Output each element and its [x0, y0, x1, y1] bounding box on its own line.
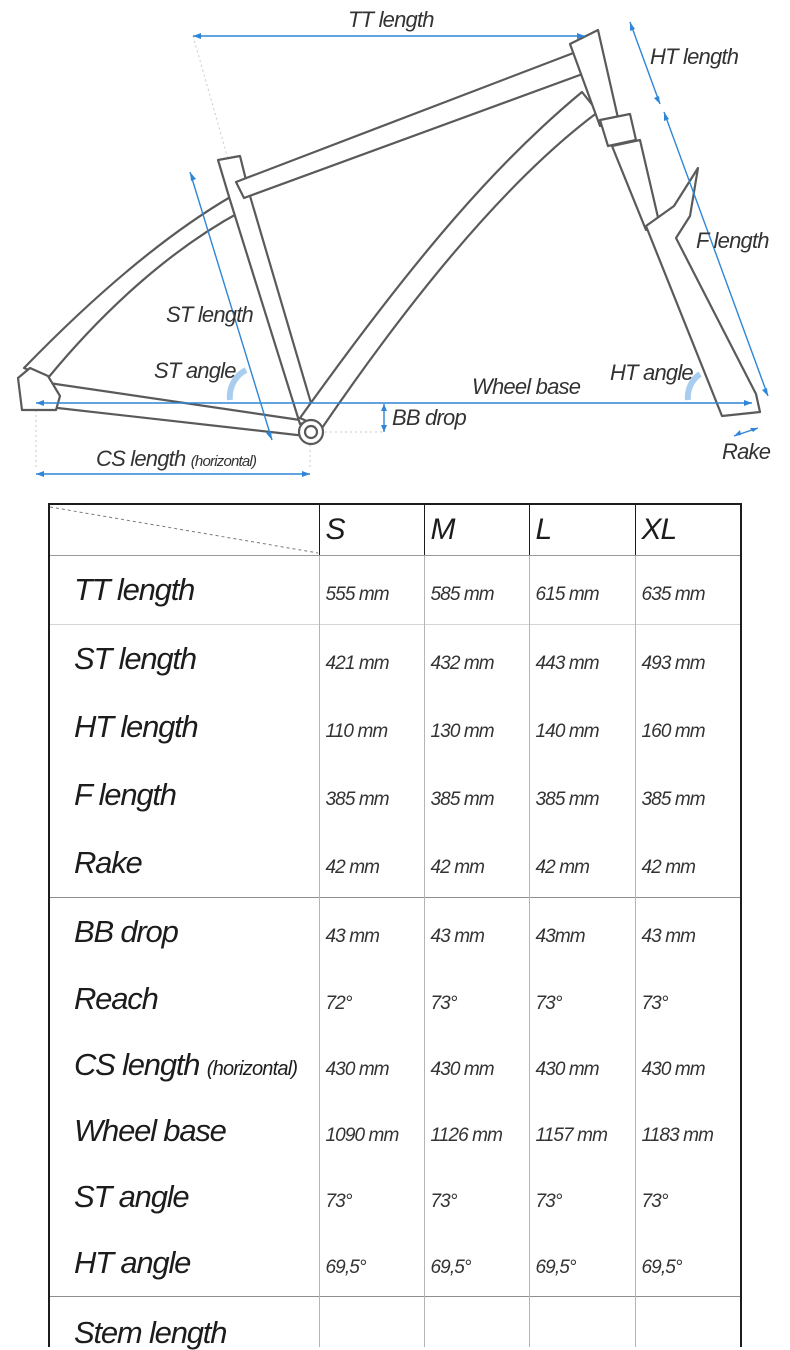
chain-stay	[40, 382, 306, 436]
table-cell: 635 mm	[635, 556, 741, 625]
table-cell: 1157 mm	[529, 1098, 635, 1164]
table-cell	[319, 1297, 424, 1348]
table-cell: 555 mm	[319, 556, 424, 625]
table-cell: 430 mm	[319, 1032, 424, 1098]
row-name: Stem length	[49, 1297, 319, 1348]
table-cell: 110 mm	[319, 693, 424, 761]
table-row	[49, 1098, 741, 1164]
table-cell: 43 mm	[635, 898, 741, 967]
table-cell: 69,5°	[529, 1230, 635, 1297]
row-name: Reach	[74, 981, 158, 1016]
table-cell: 443 mm	[529, 625, 635, 694]
table-cell: 73°	[424, 966, 529, 1032]
row-name: Wheel base	[74, 1113, 226, 1148]
table-row	[49, 829, 741, 898]
frame-geometry-diagram	[0, 0, 790, 490]
table-cell: 42 mm	[529, 829, 635, 898]
tt-length-label: TT length	[348, 7, 434, 32]
table-cell: 43 mm	[319, 898, 424, 967]
ht-length-label: HT length	[650, 44, 739, 69]
size-header-xl: XL	[635, 504, 741, 556]
size-header-row	[49, 504, 741, 556]
rake-label: Rake	[722, 439, 771, 464]
table-cell: 42 mm	[424, 829, 529, 898]
ht-angle-label: HT angle	[610, 360, 693, 385]
table-cell: 421 mm	[319, 625, 424, 694]
table-row	[49, 625, 741, 694]
row-name: Rake	[74, 845, 142, 880]
size-header-m: M	[424, 504, 529, 556]
table-cell: 42 mm	[635, 829, 741, 898]
table-cell: 43mm	[529, 898, 635, 967]
table-cell: 69,5°	[319, 1230, 424, 1297]
table-cell: 72°	[319, 966, 424, 1032]
size-header-l: L	[529, 504, 635, 556]
table-row	[49, 1230, 741, 1297]
row-name: BB drop	[49, 898, 319, 967]
table-cell: 73°	[635, 966, 741, 1032]
row-name: ST angle	[74, 1179, 189, 1214]
st-angle-label: ST angle	[154, 358, 236, 383]
f-length-label: F length	[696, 228, 769, 253]
bb-drop-label: BB drop	[392, 405, 466, 430]
fork-crown	[612, 140, 660, 230]
table-row	[49, 693, 741, 761]
table-cell	[424, 1297, 529, 1348]
st-length-label: ST length	[166, 302, 253, 327]
table-cell: 69,5°	[424, 1230, 529, 1297]
table-cell: 585 mm	[424, 556, 529, 625]
cs-length-note: (horizontal)	[190, 453, 257, 470]
table-cell: 385 mm	[424, 761, 529, 829]
table-cell: 430 mm	[424, 1032, 529, 1098]
table-cell: 69,5°	[635, 1230, 741, 1297]
table-cell: 1183 mm	[635, 1098, 741, 1164]
row-name: HT length	[74, 709, 198, 744]
table-cell: 430 mm	[529, 1032, 635, 1098]
table-row	[49, 1032, 741, 1098]
table-row	[49, 1164, 741, 1230]
row-name: TT length	[74, 572, 195, 607]
table-cell: 160 mm	[635, 693, 741, 761]
table-row	[49, 761, 741, 829]
table-cell: 1126 mm	[424, 1098, 529, 1164]
table-cell: 432 mm	[424, 625, 529, 694]
table-cell: 140 mm	[529, 693, 635, 761]
table-cell: 1090 mm	[319, 1098, 424, 1164]
table-row	[49, 966, 741, 1032]
geometry-table	[48, 503, 742, 1350]
table-cell: 73°	[635, 1164, 741, 1230]
table-cell: 73°	[529, 966, 635, 1032]
top-tube	[236, 52, 588, 198]
table-cell: 43 mm	[424, 898, 529, 967]
cs-length-label: CS length (horizontal)	[96, 446, 257, 471]
table-row	[49, 556, 741, 625]
table-cell: 73°	[319, 1164, 424, 1230]
table-row	[49, 898, 741, 967]
row-name: CS length (horizontal)	[74, 1047, 298, 1082]
table-cell	[635, 1297, 741, 1348]
table-cell: 130 mm	[424, 693, 529, 761]
bottom-bracket	[299, 420, 323, 444]
table-cell: 385 mm	[319, 761, 424, 829]
table-cell: 430 mm	[635, 1032, 741, 1098]
wheel-base-label: Wheel base	[472, 374, 581, 399]
header-corner	[49, 504, 319, 556]
row-name: ST length	[49, 625, 319, 694]
table-cell: 493 mm	[635, 625, 741, 694]
table-cell	[529, 1297, 635, 1348]
row-note: (horizontal)	[206, 1058, 298, 1080]
table-row	[49, 1297, 741, 1348]
table-cell: 73°	[424, 1164, 529, 1230]
table-cell: 73°	[529, 1164, 635, 1230]
size-header-s: S	[319, 504, 424, 556]
table-cell: 42 mm	[319, 829, 424, 898]
seat-stay	[24, 196, 240, 378]
table-cell: 385 mm	[635, 761, 741, 829]
table-cell: 385 mm	[529, 761, 635, 829]
table-cell: 615 mm	[529, 556, 635, 625]
row-name: F length	[74, 777, 176, 812]
row-name: HT angle	[74, 1245, 191, 1280]
